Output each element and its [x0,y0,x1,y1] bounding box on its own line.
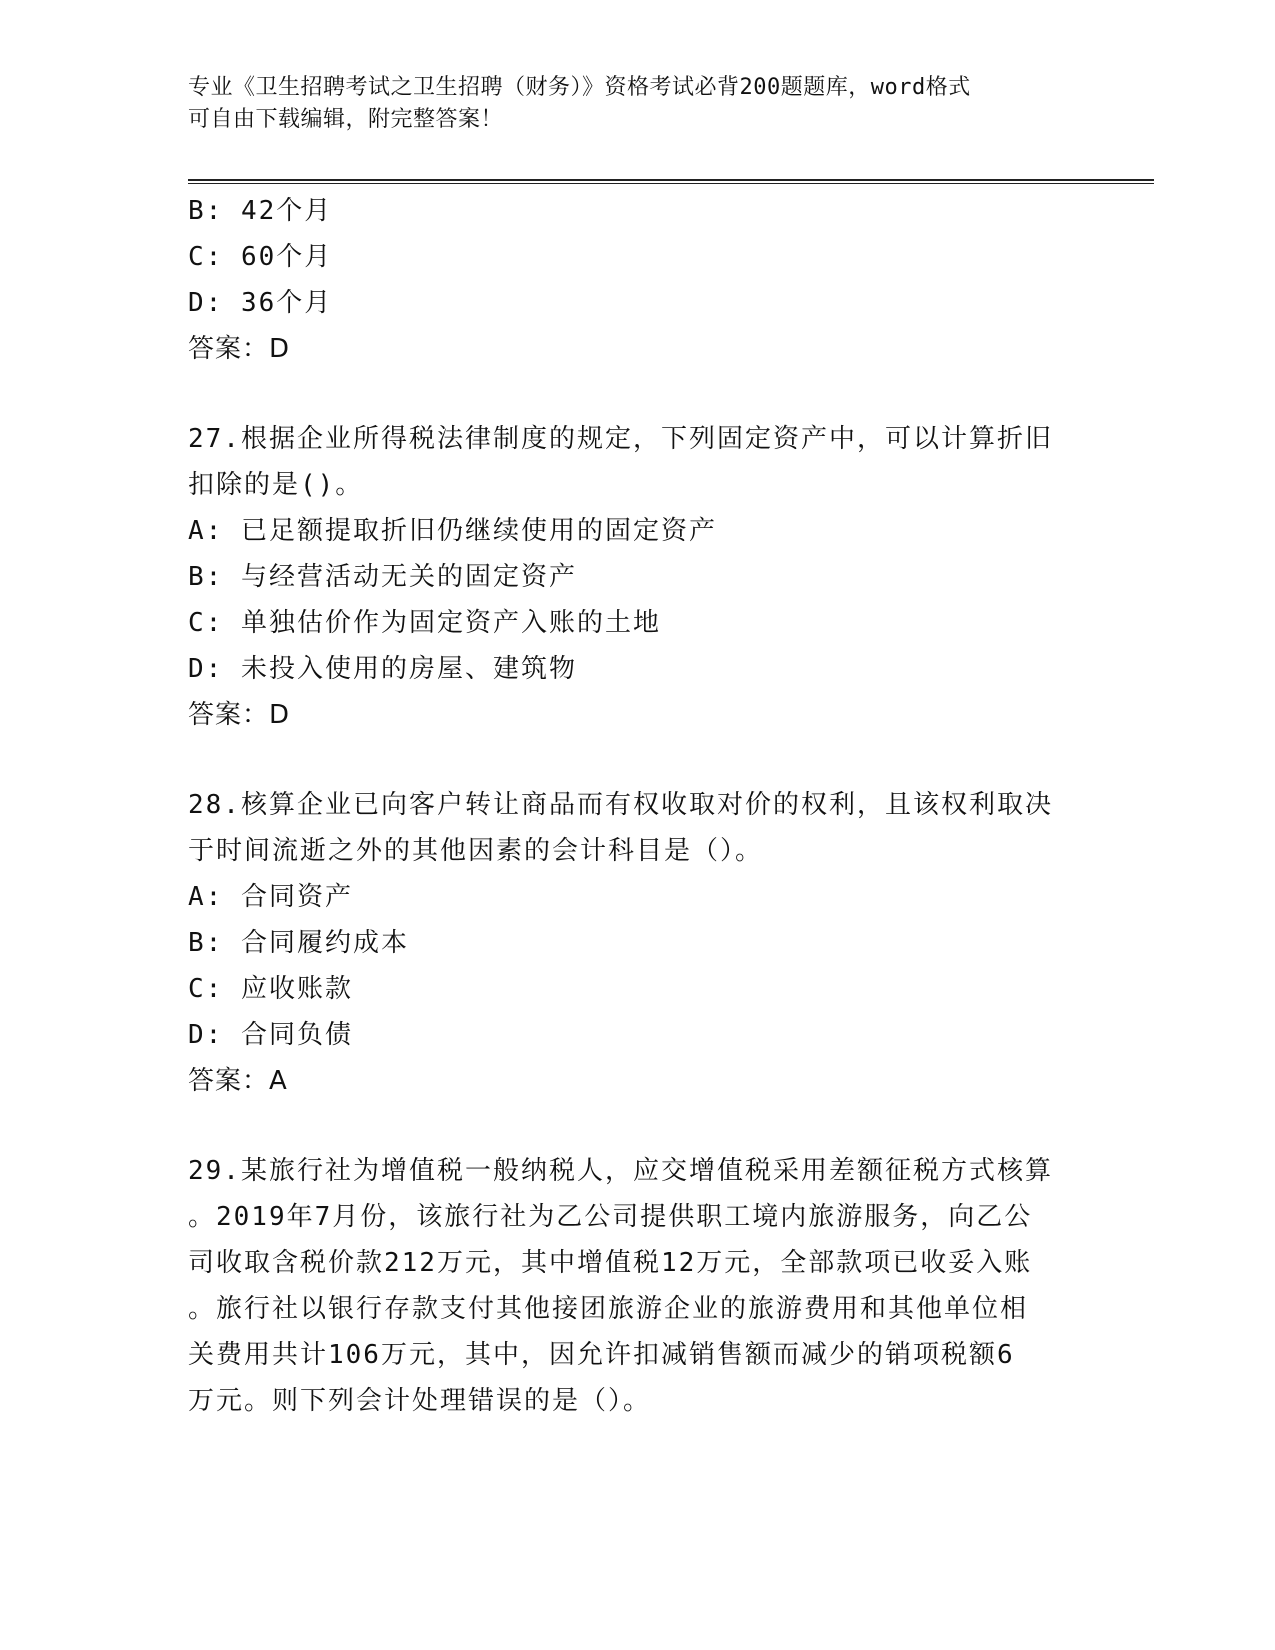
question-text-line: 扣除的是()。 [188,470,364,500]
question-list [188,188,1068,1424]
question-text-line: 28.核算企业已向客户转让商品而有权收取对价的权利，且该权利取决 [188,790,1053,820]
option-c: C: 60个月 [188,242,333,272]
option-c: C: 应收账款 [188,974,353,1004]
spacer [188,1104,1068,1148]
option-d: D: 36个月 [188,288,333,318]
question-text-line: 万元。则下列会计处理错误的是（）。 [188,1386,652,1416]
option-a: A: 已足额提取折旧仍继续使用的固定资产 [188,516,717,546]
question-text-line: 司收取含税价款212万元，其中增值税12万元，全部款项已收妥入账 [188,1248,1033,1278]
question-27 [188,416,1068,738]
option-d: D: 合同负债 [188,1020,353,1050]
option-a: A: 合同资产 [188,882,353,912]
header-line-1: 专业《卫生招聘考试之卫生招聘（财务）》资格考试必背200题题库，word格式 [188,75,971,100]
option-b: B: 合同履约成本 [188,928,409,958]
answer-line: 答案：D [188,334,291,364]
option-c: C: 单独估价作为固定资产入账的土地 [188,608,661,638]
header-line-2: 可自由下载编辑，附完整答案！ [188,107,504,132]
answer-line: 答案：D [188,700,291,730]
option-b: B: 42个月 [188,196,333,226]
question-text-line: 27.根据企业所得税法律制度的规定，下列固定资产中，可以计算折旧 [188,424,1053,454]
question-text-line: 。2019年7月份，该旅行社为乙公司提供职工境内旅游服务，向乙公 [188,1202,1033,1232]
page-header [188,72,1068,136]
question-29 [188,1148,1068,1424]
header-divider [188,179,1154,184]
question-text-line: 29.某旅行社为增值税一般纳税人，应交增值税采用差额征税方式核算 [188,1156,1053,1186]
question-text-line: 。旅行社以银行存款支付其他接团旅游企业的旅游费用和其他单位相 [188,1294,1029,1324]
option-b: B: 与经营活动无关的固定资产 [188,562,577,592]
question-26-tail [188,188,1068,372]
answer-line: 答案：A [188,1066,288,1096]
spacer [188,372,1068,416]
question-text-line: 关费用共计106万元，其中，因允许扣减销售额而减少的销项税额6 [188,1340,1015,1370]
spacer [188,738,1068,782]
question-text-line: 于时间流逝之外的其他因素的会计科目是（）。 [188,836,764,866]
option-d: D: 未投入使用的房屋、建筑物 [188,654,577,684]
question-28 [188,782,1068,1104]
